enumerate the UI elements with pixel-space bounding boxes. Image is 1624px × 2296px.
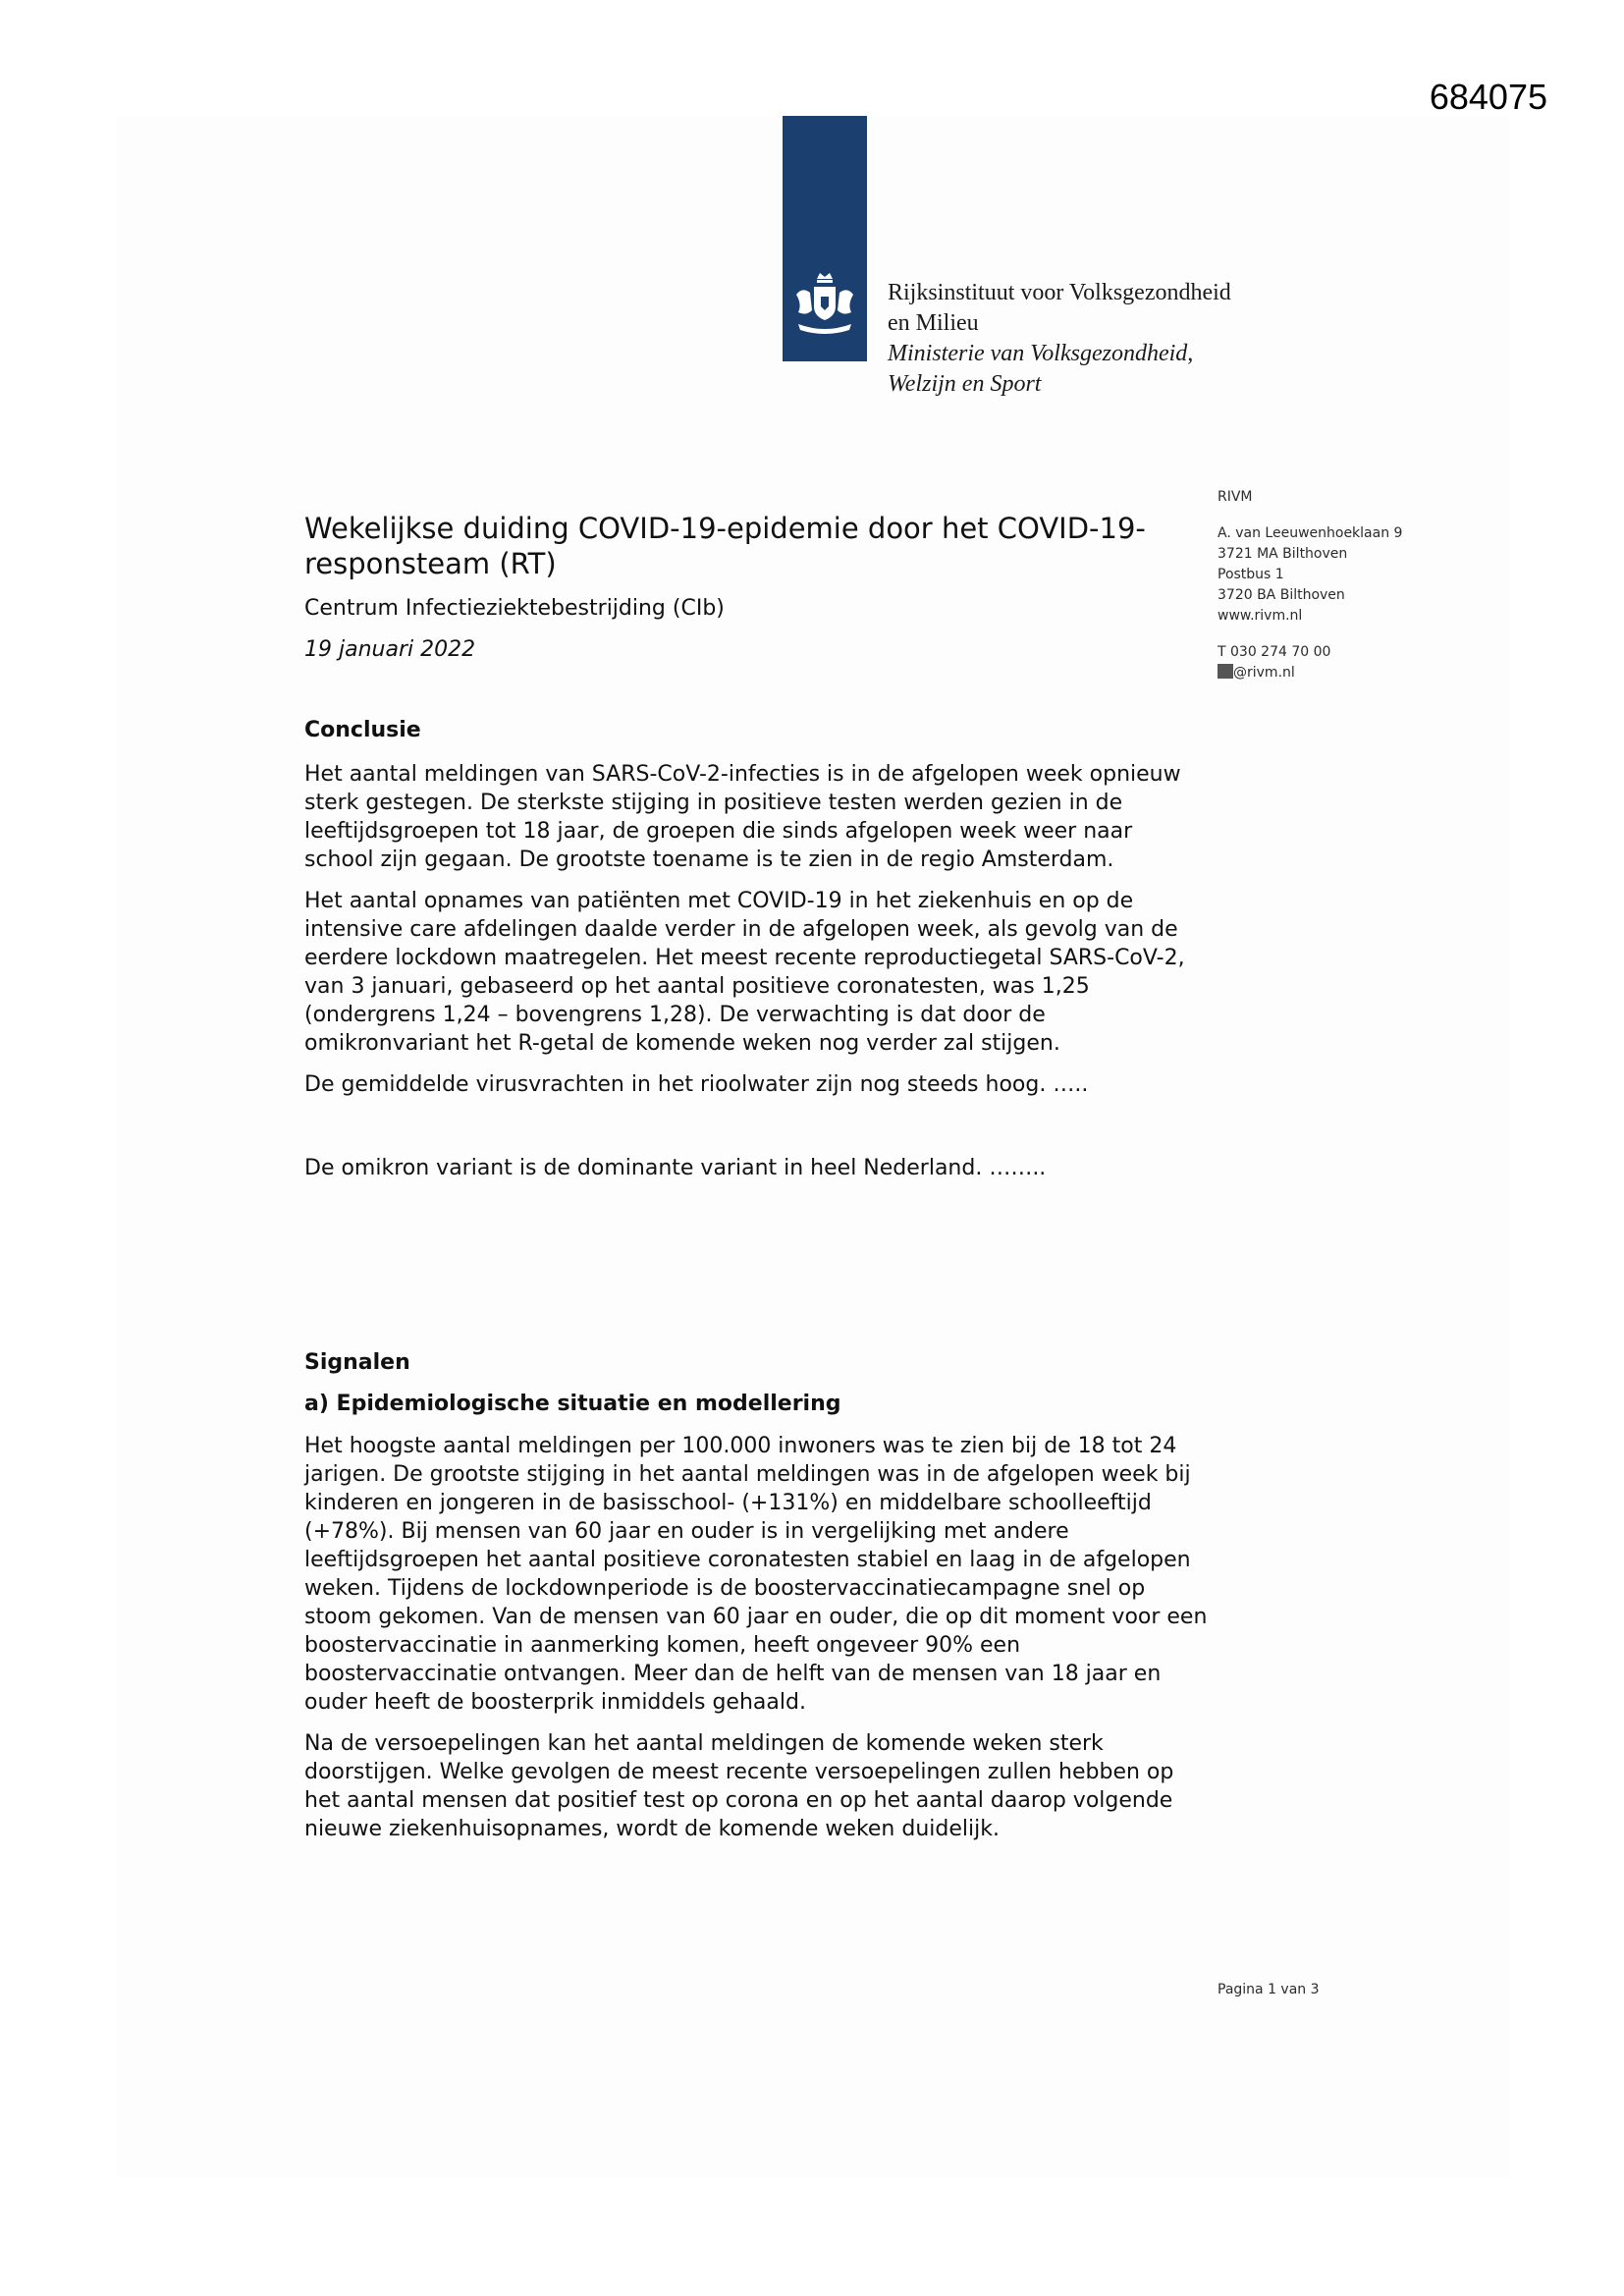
section-heading-conclusion: Conclusie [304, 718, 421, 742]
website-link[interactable]: www.rivm.nl [1218, 608, 1303, 624]
paragraph: Het hoogste aantal meldingen per 100.000 inwoners was te zien bij de 18 tot 24 jarigen. De grootste stijging in het aantal meldingen was in de afgelopen week bij kinderen en jongeren in de basisschool- (+131%) en middelbare schoolleeftijd (+78%). Bij mensen van 60 jaar en ouder is in vergelijking met andere leeftijdsgroepen het aantal positieve coronatesten stabiel en laag in de afgelopen weken. Tijdens de lockdownperiode is de boostervaccinatiecampagne snel op stoom gekomen. Van de mensen van 60 jaar en ouder, die op dit moment voor een boostervaccinatie in aanmerking komen, heeft ongeveer 90% een boostervaccinatie ontvangen. Meer dan de helft van de mensen van 18 jaar en ouder heeft de boosterprik inmiddels gehaald. [304, 1434, 1208, 1715]
address-line: 3721 MA Bilthoven [1218, 546, 1348, 562]
document-title: Wekelijkse duiding COVID-19-epidemie door het COVID-19-responsteam (RT) [304, 512, 1146, 580]
paragraph: De omikron variant is de dominante variant in heel Nederland. …….. [304, 1156, 1047, 1180]
address-line: A. van Leeuwenhoeklaan 9 [1218, 525, 1403, 541]
address-line: 3720 BA Bilthoven [1218, 587, 1345, 603]
signals-section [304, 1349, 1208, 1843]
redaction-block [1218, 664, 1233, 679]
organization-name [888, 278, 1231, 400]
ministry-line-2: Welzijn en Sport [888, 371, 1042, 397]
paragraph: Het aantal opnames van patiënten met COVID-19 in het ziekenhuis en op de intensive care afdelingen daalde verder in de afgelopen week, als gevolg van de eerdere lockdown maatregelen. Het meest recente reproductiegetal SARS-CoV-2, van 3 januari, gebaseerd op het aantal positieve coronatesten, was 1,25 (ondergrens 1,24 – bovengrens 1,28). De verwachting is dat door de omikronvariant het R-getal de komende weken nog verder zal stijgen. [304, 889, 1185, 1056]
document-date: 19 januari 2022 [304, 637, 476, 662]
ministry-line-1: Ministerie van Volksgezondheid, [888, 341, 1194, 366]
department-name: Centrum Infectieziektebestrijding (CIb) [304, 596, 725, 621]
royal-crest-icon [790, 271, 859, 340]
subsection-heading: a) Epidemiologische situatie en modellering [304, 1392, 841, 1416]
section-heading-signals: Signalen [304, 1350, 410, 1375]
paragraph: De gemiddelde virusvrachten in het rioolwater zijn nog steeds hoog. ….. [304, 1072, 1089, 1097]
org-line-1: Rijksinstituut voor Volksgezondheid [888, 280, 1231, 305]
email-address [1218, 663, 1483, 683]
sender-name: RIVM [1218, 489, 1253, 505]
address-line: Postbus 1 [1218, 567, 1284, 582]
document-body [304, 511, 1208, 1182]
paragraph: Na de versoepelingen kan het aantal meldingen de komende weken sterk doorstijgen. Welke gevolgen de meest recente versoepelingen zullen hebben op het aantal mensen dat positief test op corona en op het aantal daarop volgende nieuwe ziekenhuisopnames, wordt de komende weken duidelijk. [304, 1731, 1174, 1841]
org-line-2: en Milieu [888, 310, 979, 336]
sender-address-block [1218, 487, 1483, 683]
document-id: 684075 [1429, 77, 1547, 117]
phone-number: T 030 274 70 00 [1218, 644, 1331, 660]
rijksoverheid-logo [783, 116, 867, 361]
email-domain: @rivm.nl [1233, 665, 1295, 681]
page-number: Pagina 1 van 3 [1218, 1982, 1320, 1997]
paragraph: Het aantal meldingen van SARS-CoV-2-infecties is in de afgelopen week opnieuw sterk gestegen. De sterkste stijging in positieve testen werden gezien in de leeftijdsgroepen tot 18 jaar, de groepen die sinds afgelopen week weer naar school zijn gegaan. De grootste toename is te zien in de regio Amsterdam. [304, 762, 1181, 872]
